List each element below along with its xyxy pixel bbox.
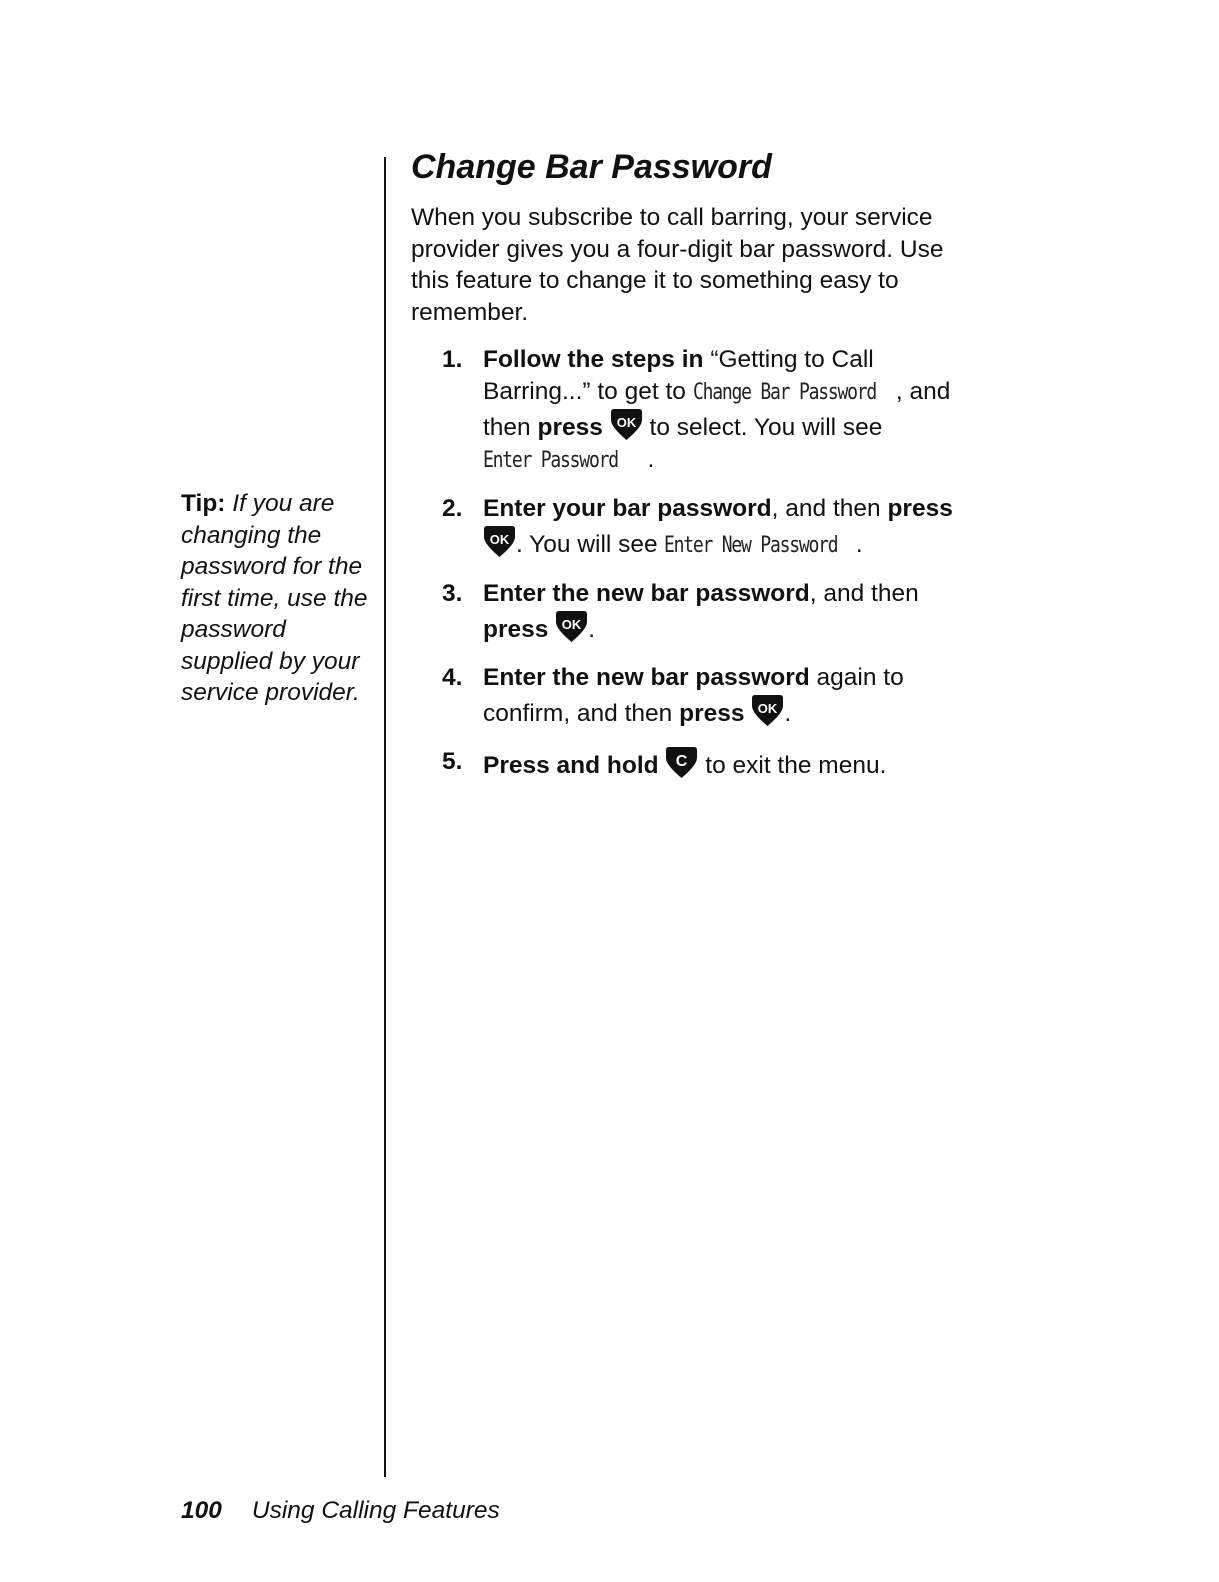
step-text: , and then xyxy=(483,377,951,441)
step-bold: Press and hold xyxy=(483,752,659,779)
display-text: Enter New Password xyxy=(664,532,838,558)
ok-key-label: OK xyxy=(489,531,510,547)
display-text: Enter Password xyxy=(483,447,618,473)
step-text: . xyxy=(784,699,792,727)
step-number: 1. xyxy=(442,346,463,373)
clear-key-label: C xyxy=(676,753,688,770)
page-footer xyxy=(181,1496,500,1526)
ok-key-icon xyxy=(483,525,516,558)
step-3 xyxy=(411,578,981,645)
main-content xyxy=(411,146,991,799)
ok-key-icon xyxy=(610,408,643,441)
step-text: again to confirm, and then xyxy=(483,664,904,727)
ok-key-label: OK xyxy=(616,415,636,430)
tip-note xyxy=(181,488,371,709)
step-bold: press xyxy=(887,495,953,522)
display-text: Change Bar Password xyxy=(692,379,876,405)
step-text: . xyxy=(588,615,596,643)
step-number: 2. xyxy=(442,495,463,522)
step-text: to select. You will see xyxy=(642,414,883,441)
step-5 xyxy=(411,746,981,782)
step-number: 3. xyxy=(442,580,463,607)
tip-label: Tip: xyxy=(181,490,226,517)
step-bold: Enter the new bar password xyxy=(483,580,810,607)
step-bold: Enter the new bar password xyxy=(483,664,810,691)
page-number: 100 xyxy=(181,1497,222,1524)
step-text: “Getting to Call Barring...” to get to xyxy=(483,346,874,405)
section-title: Change Bar Password xyxy=(411,148,772,186)
step-bold: press xyxy=(483,615,549,643)
step-text: , and then xyxy=(809,580,919,607)
step-1 xyxy=(411,344,981,476)
chapter-title: Using Calling Features xyxy=(251,1497,500,1524)
ok-key-icon xyxy=(751,694,784,727)
steps-list xyxy=(411,344,991,782)
section-intro: When you subscribe to call barring, your service provider gives you a four-digit bar password. Use this feature to change it to something easy to remember. xyxy=(411,204,944,326)
step-bold: Follow the steps in xyxy=(483,346,704,373)
step-text: , and then xyxy=(771,495,888,522)
step-4 xyxy=(411,662,981,729)
step-text: . You will see xyxy=(516,530,665,558)
tip-text: If you are changing the password for the first time, use the password supplied by your service provider. xyxy=(181,490,368,706)
step-number: 4. xyxy=(442,664,463,691)
step-text: . xyxy=(647,445,655,473)
step-2 xyxy=(411,493,981,561)
step-text: . xyxy=(855,530,863,558)
column-divider xyxy=(384,157,386,1477)
step-bold: press xyxy=(537,414,603,441)
step-bold: Enter your bar password xyxy=(483,495,772,522)
clear-key-icon xyxy=(665,746,698,779)
step-number: 5. xyxy=(442,748,463,775)
ok-key-label: OK xyxy=(758,700,778,716)
step-bold: press xyxy=(679,699,745,727)
ok-key-icon xyxy=(555,610,588,643)
ok-key-label: OK xyxy=(561,616,582,632)
step-text: to exit the menu. xyxy=(698,752,887,779)
